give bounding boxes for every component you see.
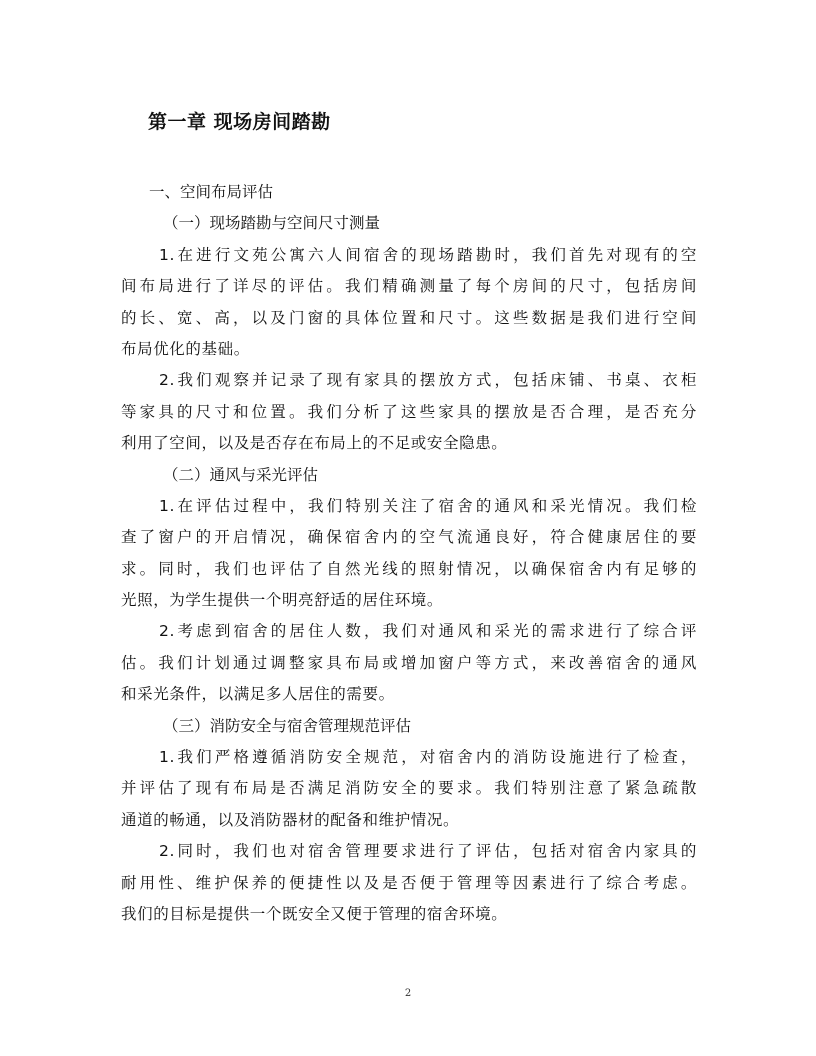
paragraph — [121, 365, 697, 459]
paragraph-line: 求。同时，我们也评估了自然光线的照射情况，以确保宿舍内有足够的 — [121, 559, 697, 578]
document-body — [121, 177, 697, 930]
paragraph-line: 的长、宽、高，以及门窗的具体位置和尺寸。这些数据是我们进行空间 — [121, 308, 697, 327]
paragraph-line: 通道的畅通，以及消防器材的配备和维护情况。 — [121, 810, 460, 829]
paragraph-line: 和采光条件，以满足多人居住的需要。 — [121, 685, 395, 704]
paragraph — [121, 240, 697, 366]
paragraph-line: 光照，为学生提供一个明亮舒适的居住环境。 — [121, 591, 444, 610]
paragraph-line: 估。我们计划通过调整家具布局或增加窗户等方式，来改善宿舍的通风 — [121, 653, 697, 672]
paragraph — [121, 491, 697, 617]
section-heading: 一、空间布局评估 — [149, 183, 274, 201]
subsection-heading: （一）现场踏勘与空间尺寸测量 — [163, 214, 381, 233]
paragraph-line: 等家具的尺寸和位置。我们分析了这些家具的摆放是否合理，是否充分 — [121, 402, 697, 421]
paragraph-line: 1.我们严格遵循消防安全规范，对宿舍内的消防设施进行了检查， — [159, 748, 697, 767]
subsection-heading: （二）通风与采光评估 — [163, 465, 319, 484]
paragraph-line: 1.在评估过程中，我们特别关注了宿舍的通风和采光情况。我们检 — [159, 496, 697, 515]
paragraph-line: 利用了空间，以及是否存在布局上的不足或安全隐患。 — [121, 434, 508, 453]
paragraph — [121, 742, 697, 836]
paragraph-line: 间布局进行了详尽的评估。我们精确测量了每个房间的尺寸，包括房间 — [121, 277, 697, 296]
paragraph-line: 1.在进行文苑公寓六人间宿舍的现场踏勘时，我们首先对现有的空 — [159, 245, 697, 264]
paragraph-line: 2.我们观察并记录了现有家具的摆放方式，包括床铺、书桌、衣柜 — [159, 371, 697, 390]
subsection-heading: （三）消防安全与宿舍管理规范评估 — [163, 716, 412, 735]
paragraph-line: 布局优化的基础。 — [121, 339, 250, 358]
paragraph-line: 并评估了现有布局是否满足消防安全的要求。我们特别注意了紧急疏散 — [121, 779, 697, 798]
paragraph-line: 2.同时，我们也对宿舍管理要求进行了评估，包括对宿舍内家具的 — [159, 842, 697, 861]
paragraph-line: 2.考虑到宿舍的居住人数，我们对通风和采光的需求进行了综合评 — [159, 622, 697, 641]
page-number: 2 — [404, 988, 412, 999]
paragraph — [121, 616, 697, 710]
chapter-title: 第一章 现场房间踏勘 — [148, 111, 331, 133]
paragraph — [121, 836, 697, 930]
paragraph-line: 耐用性、维护保养的便捷性以及是否便于管理等因素进行了综合考虑。 — [121, 873, 697, 892]
paragraph-line: 查了窗户的开启情况，确保宿舍内的空气流通良好，符合健康居住的要 — [121, 528, 697, 547]
paragraph-line: 我们的目标是提供一个既安全又便于管理的宿舍环境。 — [121, 904, 508, 923]
